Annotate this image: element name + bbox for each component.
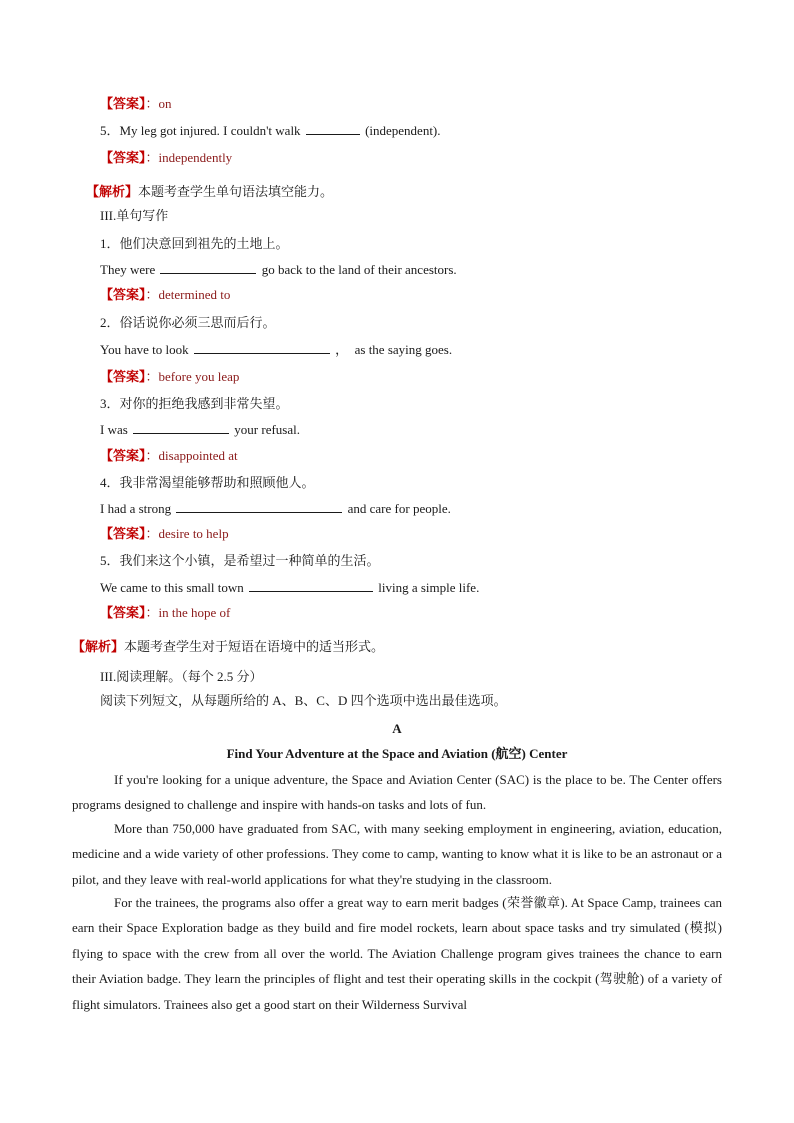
answer-line (100, 604, 230, 622)
answer-tag: 【答案】 (100, 526, 146, 541)
answer-blank (160, 261, 256, 274)
question-prefix: We came to this small town (100, 580, 244, 595)
answer-blank (306, 122, 360, 135)
answer-text: independently (158, 150, 233, 165)
answer-blank (194, 341, 330, 354)
question-suffix: living a simple life. (378, 580, 480, 595)
question-line (100, 122, 441, 140)
paragraph-text: For the trainees, the programs also offer a great way to earn merit badges (荣誉徽章). At Space Camp, trainees can earn their Space Exploration badge as they build and fire model rockets, learn about space tasks and try simulated (模拟) flying to space with the crew from all over the world. The Aviation Challenge program gives trainees the chance to earn their Aviation badge. They learn the principles of flight and test their operating skills in the cockpit (驾驶舱) of a variety of flight simulators. Trainees also get a good start on their Wilderness Survival (72, 895, 722, 1012)
analysis-text: 本题考查学生单句语法填空能力。 (138, 184, 334, 199)
answer-text: before you leap (158, 369, 240, 384)
answer-separator: ： (145, 526, 159, 541)
analysis-tag: 【解析】 (72, 639, 125, 654)
answer-separator: ： (145, 150, 159, 165)
passage-letter: A (392, 721, 402, 736)
question-prefix: They were (100, 262, 156, 277)
question-line (100, 421, 300, 439)
question-line (100, 341, 452, 359)
answer-line (100, 286, 230, 304)
question-cn: 3．对你的拒绝我感到非常失望。 (100, 396, 289, 411)
answer-text: determined to (158, 287, 231, 302)
question-cn: 2．俗话说你必须三思而后行。 (100, 315, 276, 330)
answer-line (100, 95, 172, 113)
answer-text: on (158, 96, 172, 111)
passage-title: Find Your Adventure at the Space and Aviation (航空) Center (226, 746, 568, 761)
answer-line (100, 368, 239, 386)
answer-line (100, 149, 232, 167)
question-suffix: and care for people. (347, 501, 451, 516)
analysis-line (86, 183, 333, 201)
answer-text: disappointed at (158, 448, 238, 463)
answer-text: in the hope of (158, 605, 231, 620)
question-cn: 5．我们来这个小镇，是希望过一种简单的生活。 (100, 553, 380, 568)
answer-text: desire to help (158, 526, 229, 541)
passage-paragraph (72, 767, 722, 818)
question-line (100, 579, 479, 597)
answer-line (100, 525, 229, 543)
answer-separator: ： (145, 605, 159, 620)
paragraph-text: If you're looking for a unique adventure, the Space and Aviation Center (SAC) is the place to be. The Center offers programs designed to challenge and inspire with hands-on tasks and lots of fun. (72, 772, 722, 813)
answer-separator: ： (145, 96, 159, 111)
paragraph-text: More than 750,000 have graduated from SAC, with many seeking employment in engineering, aviation, education, medicine and a wide variety of other professions. They come to camp, wanting to know what it is like to be an astronaut or a pilot, and they leave with real-world applications for what they're studying in the classroom. (72, 821, 722, 887)
analysis-text: 本题考查学生对于短语在语境中的适当形式。 (124, 639, 385, 654)
answer-tag: 【答案】 (100, 369, 146, 384)
answer-tag: 【答案】 (100, 287, 146, 302)
question-cn: 4．我非常渴望能够帮助和照顾他人。 (100, 475, 315, 490)
answer-line (100, 447, 238, 465)
answer-separator: ： (145, 369, 159, 384)
analysis-tag: 【解析】 (86, 184, 139, 199)
section-heading: III.阅读理解。（每个 2.5 分） (100, 669, 263, 684)
question-prefix: I was (100, 422, 128, 437)
question-suffix: ， as the saying goes. (335, 342, 453, 357)
answer-tag: 【答案】 (100, 96, 146, 111)
answer-blank (133, 421, 229, 434)
section-heading: III.单句写作 (100, 208, 169, 223)
question-suffix: (independent). (365, 123, 441, 138)
answer-blank (176, 500, 342, 513)
analysis-line (72, 638, 384, 656)
answer-tag: 【答案】 (100, 605, 146, 620)
question-suffix: your refusal. (234, 422, 300, 437)
answer-tag: 【答案】 (100, 448, 146, 463)
section-instruction: 阅读下列短文，从每题所给的 A、B、C、D 四个选项中选出最佳选项。 (100, 693, 507, 708)
question-cn: 1．他们决意回到祖先的土地上。 (100, 236, 289, 251)
question-prefix: You have to look (100, 342, 189, 357)
question-prefix: I had a strong (100, 501, 172, 516)
passage-paragraph (72, 890, 722, 1017)
question-suffix: go back to the land of their ancestors. (261, 262, 457, 277)
answer-blank (249, 579, 373, 592)
answer-tag: 【答案】 (100, 150, 146, 165)
answer-separator: ： (145, 448, 159, 463)
question-prefix: 5．My leg got injured. I couldn't walk (100, 123, 301, 138)
question-line (100, 261, 457, 279)
passage-paragraph (72, 816, 722, 892)
answer-separator: ： (145, 287, 159, 302)
question-line (100, 500, 451, 518)
